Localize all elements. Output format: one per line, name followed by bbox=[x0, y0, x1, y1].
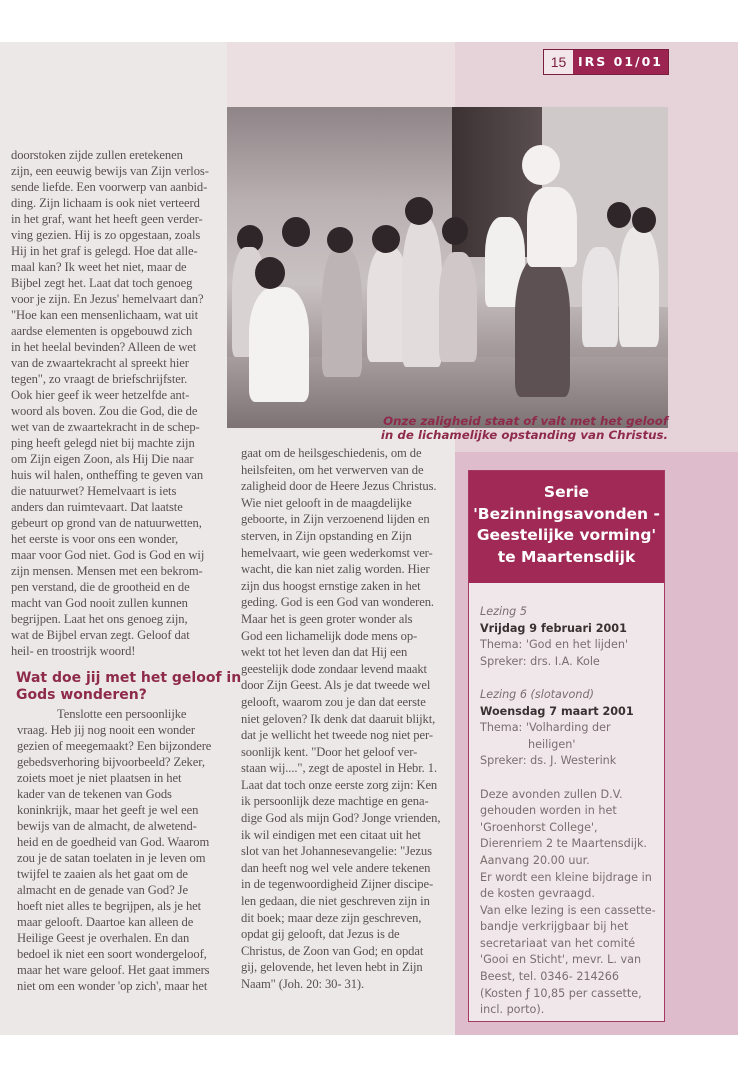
text-line: Bijbel zegt het. Laat dat toch genoeg bbox=[11, 276, 193, 290]
article-column-middle bbox=[241, 445, 453, 993]
text-line: Dierenriem 2 te Maartensdijk. bbox=[480, 837, 647, 851]
text-line: gelooft, waarom zou je dan dat eerste bbox=[241, 694, 426, 709]
text-line: tegen", zo vraagt de briefschrijfster. bbox=[11, 372, 188, 386]
spacer bbox=[480, 670, 665, 687]
text-line: heiligen' bbox=[528, 737, 576, 751]
text-line: aardse elementen is opgebouwd zich bbox=[11, 324, 193, 338]
text-line: ik persoonlijk deze machtige en gena- bbox=[241, 794, 429, 809]
title-line: 'Bezinningsavonden - bbox=[473, 504, 660, 523]
text-line: Thema: 'God en het lijden' bbox=[480, 638, 629, 652]
text-line: Ook hier geef ik weer hetzelfde ant- bbox=[11, 388, 190, 402]
text-line: koninkrijk, maar het geeft je wel een bbox=[17, 803, 199, 817]
text-line: Van elke lezing is een cassette- bbox=[480, 903, 656, 917]
heading-line: Wat doe jij met het geloof in bbox=[16, 670, 242, 686]
text-line: gaat om de heilsgeschiedenis, om de bbox=[241, 446, 422, 460]
page-tint-middle bbox=[227, 42, 455, 107]
text-line: geboorte, in Zijn verzoenend lijden en bbox=[241, 512, 430, 527]
title-line: Serie bbox=[543, 483, 590, 501]
text-line: dige God als mijn God? Jonge vrienden, bbox=[241, 811, 441, 826]
text-line: begrijpen. Laat het ons genoeg zijn, bbox=[11, 612, 188, 626]
text-line: sende liefde. Een voorwerp van aanbid- bbox=[11, 180, 208, 194]
text-line: Deze avonden zullen D.V. bbox=[480, 787, 623, 801]
text-line: in het graf, want het heeft geen verder- bbox=[11, 212, 203, 226]
text-line: almacht en de genade van God? Je bbox=[17, 883, 188, 897]
text-line: macht van God nooit zullen kunnen bbox=[11, 596, 188, 610]
text-line: kader van de tekenen van Gods bbox=[17, 787, 172, 801]
text-line: om Zijn eigen Zoon, als Hij Die naar bbox=[11, 452, 194, 466]
text-line: woord als boven. Zou die God, die de bbox=[11, 404, 198, 418]
text-line: hoeft niet alles te begrijpen, als je het bbox=[17, 899, 202, 913]
caption-line: in de lichamelijke opstanding van Christus. bbox=[380, 428, 668, 442]
text-line: twijfel te zaaien als het gaat om de bbox=[17, 867, 188, 881]
event-box bbox=[468, 470, 665, 1022]
text-line: Beest, tel. 0346- 214266 bbox=[480, 970, 620, 984]
text-line: niet om een wonder 'op zich', maar het bbox=[17, 979, 208, 993]
text-line: zijn, een eeuwig bewijs van Zijn verlos- bbox=[11, 164, 209, 178]
page-number: 15 bbox=[544, 50, 573, 74]
text-line: incl. porto). bbox=[480, 1003, 545, 1017]
text-line: Aanvang 20.00 uur. bbox=[480, 853, 590, 867]
text-line: Spreker: drs. I.A. Kole bbox=[480, 654, 600, 668]
text-line: God een lichamelijk dode mens op- bbox=[241, 628, 418, 643]
page-badge bbox=[543, 49, 669, 75]
text-line: het eerste is voor ons een wonder, bbox=[11, 532, 179, 546]
text-line: door Zijn Geest. Als je dat tweede wel bbox=[241, 678, 431, 693]
heading-line: Gods wonderen? bbox=[16, 687, 147, 703]
text-line: Christus, de Zoon van God; en opdat bbox=[241, 943, 424, 958]
text-line: in het heelal bevinden? Alleen de wet bbox=[11, 340, 197, 354]
text-line: Heilige Geest je overhalen. En dan bbox=[17, 931, 190, 945]
text-line: voor je zijn. En Jezus' hemelvaart dan? bbox=[11, 292, 204, 306]
text-line: Wie niet gelooft in de maagdelijke bbox=[241, 495, 412, 510]
event-box-title bbox=[469, 471, 664, 583]
event-box-body bbox=[480, 604, 665, 1019]
text-line: (Kosten ƒ 10,85 per cassette, bbox=[480, 986, 642, 1000]
text-line: gezien of meegemaakt? Een bijzondere bbox=[17, 739, 212, 753]
text-line: ding. Zijn lichaam is ook niet verteerd bbox=[11, 196, 200, 210]
text-line: van de zwaartekracht al spreekt hier bbox=[11, 356, 189, 370]
text-line: Vrijdag 9 februari 2001 bbox=[480, 621, 627, 635]
text-line: dit boek; maar deze zijn geschreven, bbox=[241, 910, 422, 925]
text-line: maar het ware geloof. Het gaat immers bbox=[17, 963, 210, 977]
text-line: de kosten gevraagd. bbox=[480, 887, 595, 901]
text-line: Tenslotte een persoonlijke bbox=[57, 707, 187, 721]
text-line: Thema: 'Volharding der bbox=[480, 721, 611, 735]
text-line: in de tegenwoordigheid Zijner discipe- bbox=[241, 877, 434, 892]
text-line: vraag. Heb jij nog nooit een wonder bbox=[17, 723, 196, 737]
text-line: Er wordt een kleine bijdrage in bbox=[480, 870, 652, 884]
spacer bbox=[480, 770, 665, 787]
section-heading bbox=[16, 670, 241, 704]
text-line: zijn mensen. Mensen met een bekrom- bbox=[11, 564, 203, 578]
text-line: zoiets moet je niet plaatsen in het bbox=[17, 771, 182, 785]
text-line: anders dan ruimtevaart. Dat laatste bbox=[11, 500, 183, 514]
text-line: opdat gij gelooft, dat Jezus is de bbox=[241, 927, 400, 942]
text-line: gebedsverhoring bijvoorbeeld? Zeker, bbox=[17, 755, 205, 769]
article-column-left-continued bbox=[17, 706, 232, 994]
article-column-left bbox=[11, 147, 226, 659]
text-line: gebeurt op grond van de natuurwetten, bbox=[11, 516, 202, 530]
text-line: 'Groenhorst College', bbox=[480, 820, 598, 834]
text-line: maar voor God niet. God is God en wij bbox=[11, 548, 205, 562]
text-line: ping heeft gelegd niet bij machte zijn bbox=[11, 436, 195, 450]
text-line: Naam" (Joh. 20: 30- 31). bbox=[241, 977, 365, 991]
text-line: Maar het is geen groter wonder als bbox=[241, 611, 413, 626]
text-line: huis wil halen, ontheffing te geven van bbox=[11, 468, 204, 482]
text-line: doorstoken zijde zullen eretekenen bbox=[11, 148, 183, 162]
text-line: dat je wellicht het tweede nog niet per- bbox=[241, 728, 433, 743]
text-line: ving gezien. Hij is zo opgestaan, zoals bbox=[11, 228, 201, 242]
text-line: gij, gelovende, het leven hebt in Zijn bbox=[241, 960, 423, 975]
article-photo bbox=[227, 107, 668, 428]
text-line: wet van de zwaartekracht in de schep- bbox=[11, 420, 200, 434]
text-line: Laat dat toch onze eerste zorg zijn: Ken bbox=[241, 777, 438, 792]
text-line: heil- en troostrijk woord! bbox=[11, 644, 136, 658]
text-line: wekt tot het leven dan dat Hij een bbox=[241, 645, 408, 660]
text-line: bandje verkrijgbaar bij het bbox=[480, 920, 629, 934]
text-line: slot van het Johannesevangelie: "Jezus bbox=[241, 844, 432, 859]
caption-line: Onze zaligheid staat of valt met het geloof bbox=[383, 414, 668, 428]
text-line: geding. God is een God van wonderen. bbox=[241, 595, 434, 610]
text-line: bewijs van de almacht, de alwetend- bbox=[17, 819, 197, 833]
title-line: Geestelijke vorming' bbox=[476, 526, 657, 544]
text-line: wat de Bijbel ervan zegt. Geloof dat bbox=[11, 628, 190, 642]
text-line: gehouden worden in het bbox=[480, 804, 617, 818]
title-line: te Maartensdijk bbox=[497, 547, 636, 566]
text-line: wacht, die kan niet zalig worden. Hier bbox=[241, 562, 430, 577]
text-line: len gedaan, die niet geschreven zijn in bbox=[241, 894, 430, 909]
text-line: hemelvaart, wie geen wederkomst ver- bbox=[241, 545, 433, 560]
text-line: Lezing 6 (slotavond) bbox=[480, 687, 594, 701]
text-line: maal kan? Ik weet het niet, maar de bbox=[11, 260, 187, 274]
text-line: Spreker: ds. J. Westerink bbox=[480, 754, 617, 768]
text-line: 'Gooi en Sticht', mevr. L. van bbox=[480, 953, 642, 967]
text-line: soonlijk kent. "Door het geloof ver- bbox=[241, 744, 418, 759]
text-line: maar gelooft. Daartoe kan alleen de bbox=[17, 915, 194, 929]
text-line: zijn dus hoogst ernstige zaken in het bbox=[241, 578, 421, 593]
text-line: Hij in het graf is gelegd. Hoe dat alle- bbox=[11, 244, 198, 258]
text-line: staan wij....", zegt de apostel in Hebr. 1. bbox=[241, 761, 437, 776]
text-line: heid en de goedheid van God. Waarom bbox=[17, 835, 210, 849]
text-line: pen verstand, die de grootheid en de bbox=[11, 580, 190, 594]
text-line: zou je de satan toelaten in je leven om bbox=[17, 851, 206, 865]
text-line: die natuurwet? Hemelvaart is iets bbox=[11, 484, 177, 498]
text-line: bedoel ik niet een soort wondergeloof, bbox=[17, 947, 207, 961]
text-line: geestelijk dode zondaar levend maakt bbox=[241, 661, 427, 676]
issue-label: IRS 01/01 bbox=[573, 50, 668, 74]
text-line: zaligheid door de Heere Jezus Christus. bbox=[241, 479, 437, 494]
text-line: Lezing 5 bbox=[480, 605, 527, 618]
text-line: niet geloven? Ik denk dat daaruit blijkt, bbox=[241, 711, 436, 726]
text-line: dan heeft nog wel vele andere tekenen bbox=[241, 860, 431, 875]
photo-caption bbox=[381, 414, 668, 442]
text-line: ik wil eindigen met een citaat uit het bbox=[241, 827, 421, 842]
text-line: sterven, in Zijn opstanding en Zijn bbox=[241, 528, 412, 543]
text-line: "Hoe kan een mensenlichaam, wat uit bbox=[11, 308, 198, 322]
text-line: Woensdag 7 maart 2001 bbox=[480, 704, 634, 718]
text-line: heilsfeiten, om het verwerven van de bbox=[241, 462, 424, 477]
text-line: secretariaat van het comité bbox=[480, 936, 636, 950]
